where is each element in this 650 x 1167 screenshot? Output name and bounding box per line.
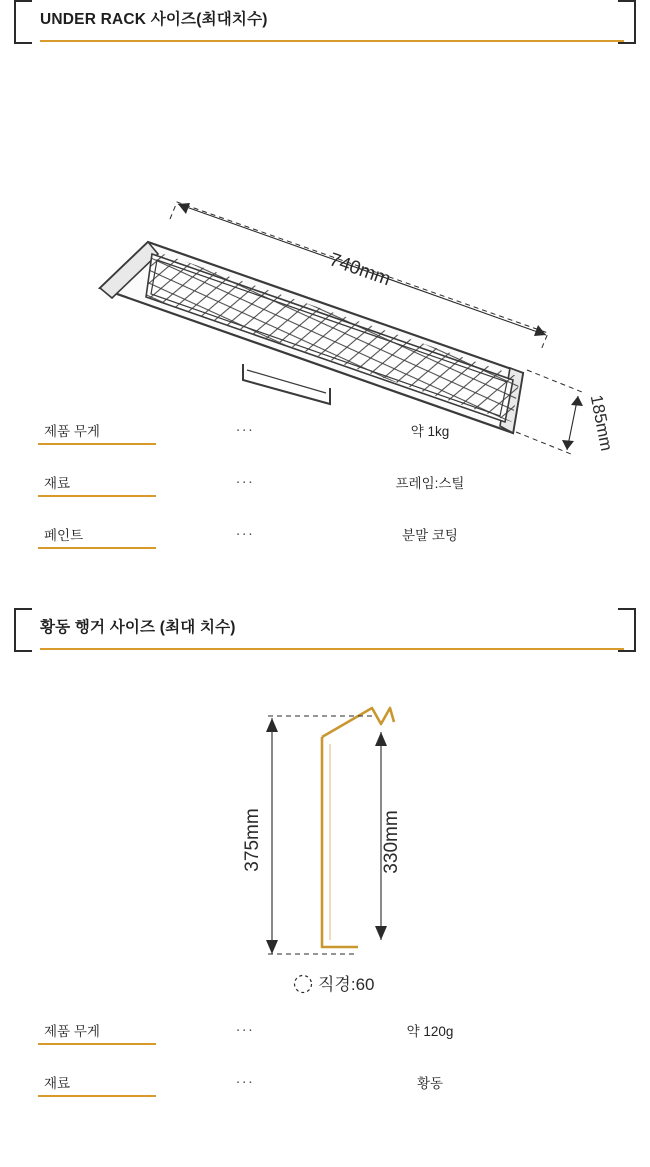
spec-label-underline [38,1095,156,1097]
table-row [0,1064,650,1116]
rack-handle [243,364,330,404]
section-under-rack [0,0,650,568]
spec-value: 약 1kg [410,424,450,439]
table-row [0,1012,650,1064]
spec-value: 황동 [416,1076,444,1091]
rack-handle-inner-line [247,370,326,393]
table-row [0,464,650,516]
dimension-label-length: 740mm [326,249,394,291]
spec-dots: ... [236,418,255,435]
spec-label: 제품 무게 [44,424,100,439]
spec-label-underline [38,1043,156,1045]
arrow-head-length-start [178,203,190,214]
arrow-head-depth-start [571,396,583,406]
hanger-drawing [0,692,650,1012]
dimension-label-total-height: 375mm [242,808,263,872]
bracket-right-icon [618,0,636,44]
spec-table-brass-hanger [0,1012,650,1116]
spec-dots: ... [236,470,255,487]
title-underline [40,648,624,650]
rack-mesh-pattern [90,232,550,442]
bracket-left-icon [14,0,32,44]
spec-label-underline [38,495,156,497]
section-title: 황동 행거 사이즈 (최대 치수) [40,619,236,636]
spacer [0,568,650,608]
table-row [0,516,650,568]
dimension-label-depth: 185mm [586,393,617,453]
bracket-right-icon [618,608,636,652]
spec-value: 약 120g [406,1024,454,1039]
spec-table-under-rack [0,412,650,568]
hanger-hook [322,708,394,737]
hanger-body [322,737,358,947]
spec-label: 페인트 [44,528,84,543]
section-brass-hanger [0,608,650,1116]
section-header-brass-hanger [14,608,636,666]
spec-value: 프레임:스틸 [395,476,465,491]
arrow-head-inner-top [375,732,387,746]
arrow-head-length-end [534,325,546,336]
spacer [0,666,650,692]
arrow-head-inner-bottom [375,926,387,940]
figure-brass-hanger [0,692,650,1012]
table-row [0,412,650,464]
dimension-label-inner-height: 330mm [381,810,402,874]
spec-label: 재료 [44,476,71,491]
section-header-under-rack [14,0,636,58]
spec-dots: ... [236,1070,255,1087]
spacer [0,58,650,92]
page-title: UNDER RACK 사이즈(최대치수) [40,11,268,28]
spec-label: 재료 [44,1076,71,1091]
title-underline [40,40,624,42]
spec-label-underline [38,443,156,445]
spec-dots: ... [236,1018,255,1035]
spec-label: 제품 무게 [44,1024,100,1039]
diameter-note: 직경:60 [318,975,375,994]
arrow-head-total-top [266,718,278,732]
spec-label-underline [38,547,156,549]
arrow-head-total-bottom [266,940,278,954]
bracket-left-icon [14,608,32,652]
diameter-circle-icon [295,976,312,993]
spec-value: 분말 코팅 [402,528,458,543]
spec-dots: ... [236,522,255,539]
